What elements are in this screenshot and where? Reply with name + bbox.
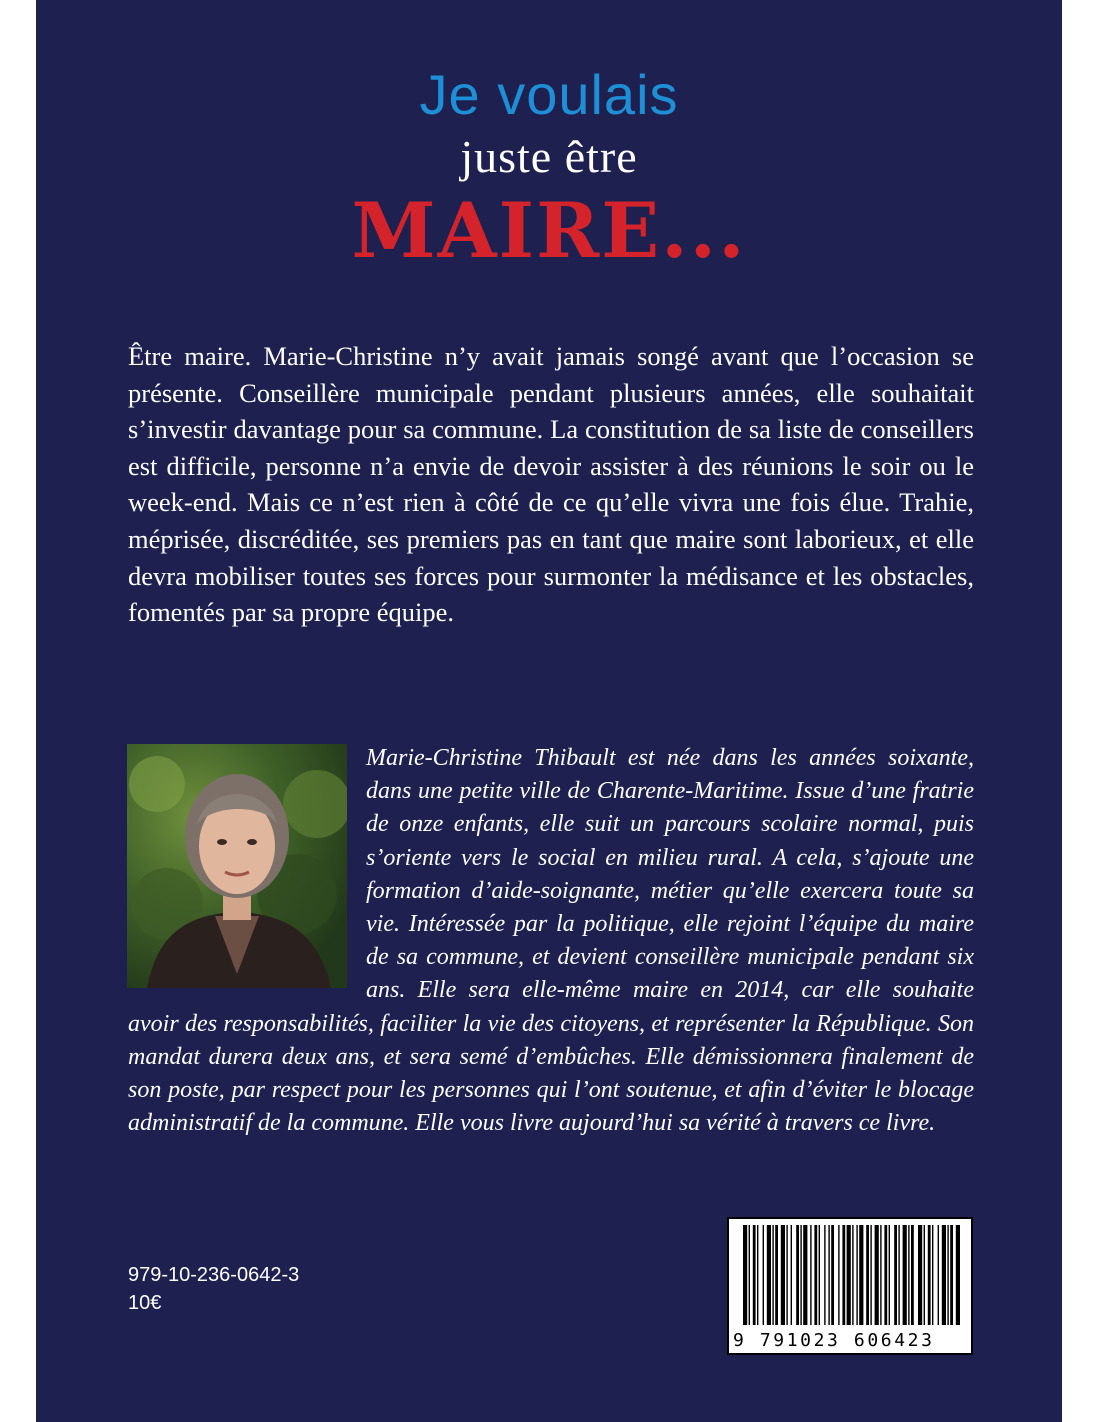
barcode-bar xyxy=(767,1225,771,1325)
barcode-bar xyxy=(810,1225,811,1325)
barcode-bar xyxy=(819,1225,820,1325)
barcode-bar xyxy=(894,1225,897,1325)
barcode-bar xyxy=(786,1225,787,1325)
barcode-bar xyxy=(838,1225,839,1325)
barcode-bar xyxy=(932,1225,933,1325)
barcode-bar xyxy=(911,1225,914,1325)
barcode-bar xyxy=(938,1225,939,1325)
barcode-bar xyxy=(903,1225,907,1325)
barcode-bar xyxy=(918,1225,922,1325)
barcode-bar xyxy=(763,1225,764,1325)
barcode-bar xyxy=(847,1225,851,1325)
barcode-bar xyxy=(791,1225,792,1325)
barcode-bars xyxy=(729,1219,971,1329)
price: 10€ xyxy=(128,1292,162,1314)
barcode-bar xyxy=(884,1225,887,1325)
barcode-bar xyxy=(852,1225,853,1325)
barcode-bar xyxy=(814,1225,817,1325)
barcode-bar xyxy=(898,1225,899,1325)
barcode-bar xyxy=(828,1225,829,1325)
barcode-bar xyxy=(928,1225,931,1325)
barcode-bar xyxy=(856,1225,857,1325)
synopsis-text: Être maire. Marie-Christine n’y avait jamais songé avant que l’occasion se présente. Conseillère municipale pendant plusieurs années, elle souhaitait s’investir davantage pour sa commune. La constitution de sa liste de conseillers est difficile, personne n’a envie de devoir assister à des réunions le soir ou le week-end. Mais ce n’est rien à côté de ce qu’elle vivra une fois élue. Trahie, méprisée, discréditée, ses premiers pas en tant que maire sont laborieux, et elle devra mobiliser toutes ses forces pour surmonter la médisance et les obstacles, fomentés par sa propre équipe. xyxy=(128,341,974,628)
barcode-digits: 9 791023 606423 xyxy=(733,1330,935,1351)
title-line-1: Je voulais xyxy=(419,63,679,126)
barcode-bar xyxy=(831,1225,834,1325)
author-bio-text: Marie-Christine Thibault est née dans les années soixante, dans une petite ville de Charente-Maritime. Issue d’une fratrie de onze enfants, elle suit un parcours scolaire normal, puis s’oriente vers le social en milieu rural. A cela, s’ajoute une formation d’aide-soignante, métier qu’elle exercera toute sa vie. Intéressée par la politique, elle rejoint l’équipe du maire de sa commune, et devient conseillère municipale pendant six ans. Elle sera elle-même maire en 2014, car elle souhaite avoir des responsabilités, faciliter la vie des citoyens, et représenter la République. Son mandat durera deux ans, et sera semé d’embûches. Elle démissionnera finalement de son poste, par respect pour les personnes qui l’ont soutenue, et afin d’éviter le blocage administratif de la commune. Elle vous livre aujourd’hui sa vérité à travers ce livre. xyxy=(128,745,974,1137)
barcode-bar xyxy=(743,1225,747,1325)
title-line-2: juste être xyxy=(460,131,638,182)
title-line-3: MAIRE... xyxy=(351,186,747,275)
barcode-bar xyxy=(796,1225,799,1325)
barcode-bar xyxy=(772,1225,773,1325)
barcode-bar xyxy=(803,1225,807,1325)
barcode-bar xyxy=(875,1225,879,1325)
barcode-bar xyxy=(924,1225,925,1325)
barcode-bar xyxy=(880,1225,881,1325)
barcode-bar xyxy=(781,1225,785,1325)
barcode-bar xyxy=(908,1225,909,1325)
barcode-bar xyxy=(947,1225,948,1325)
barcode-bar xyxy=(757,1225,758,1325)
photo-spacer xyxy=(128,742,366,992)
barcode-bar xyxy=(842,1225,845,1325)
barcode-bar xyxy=(800,1225,801,1325)
barcode-bar xyxy=(950,1225,953,1325)
isbn: 979-10-236-0642-3 xyxy=(128,1264,300,1286)
author-bio xyxy=(128,742,974,1140)
back-cover xyxy=(36,0,1062,1422)
barcode-bar xyxy=(866,1225,869,1325)
barcode-bar xyxy=(749,1225,750,1325)
barcode-bar xyxy=(859,1225,863,1325)
barcode-bar xyxy=(942,1225,946,1325)
barcode-bar xyxy=(824,1225,825,1325)
barcode-bar xyxy=(956,1225,960,1325)
barcode-bar xyxy=(775,1225,778,1325)
barcode-bar xyxy=(889,1225,890,1325)
barcode xyxy=(727,1217,973,1355)
barcode-bar xyxy=(753,1225,756,1325)
barcode-bar xyxy=(870,1225,871,1325)
